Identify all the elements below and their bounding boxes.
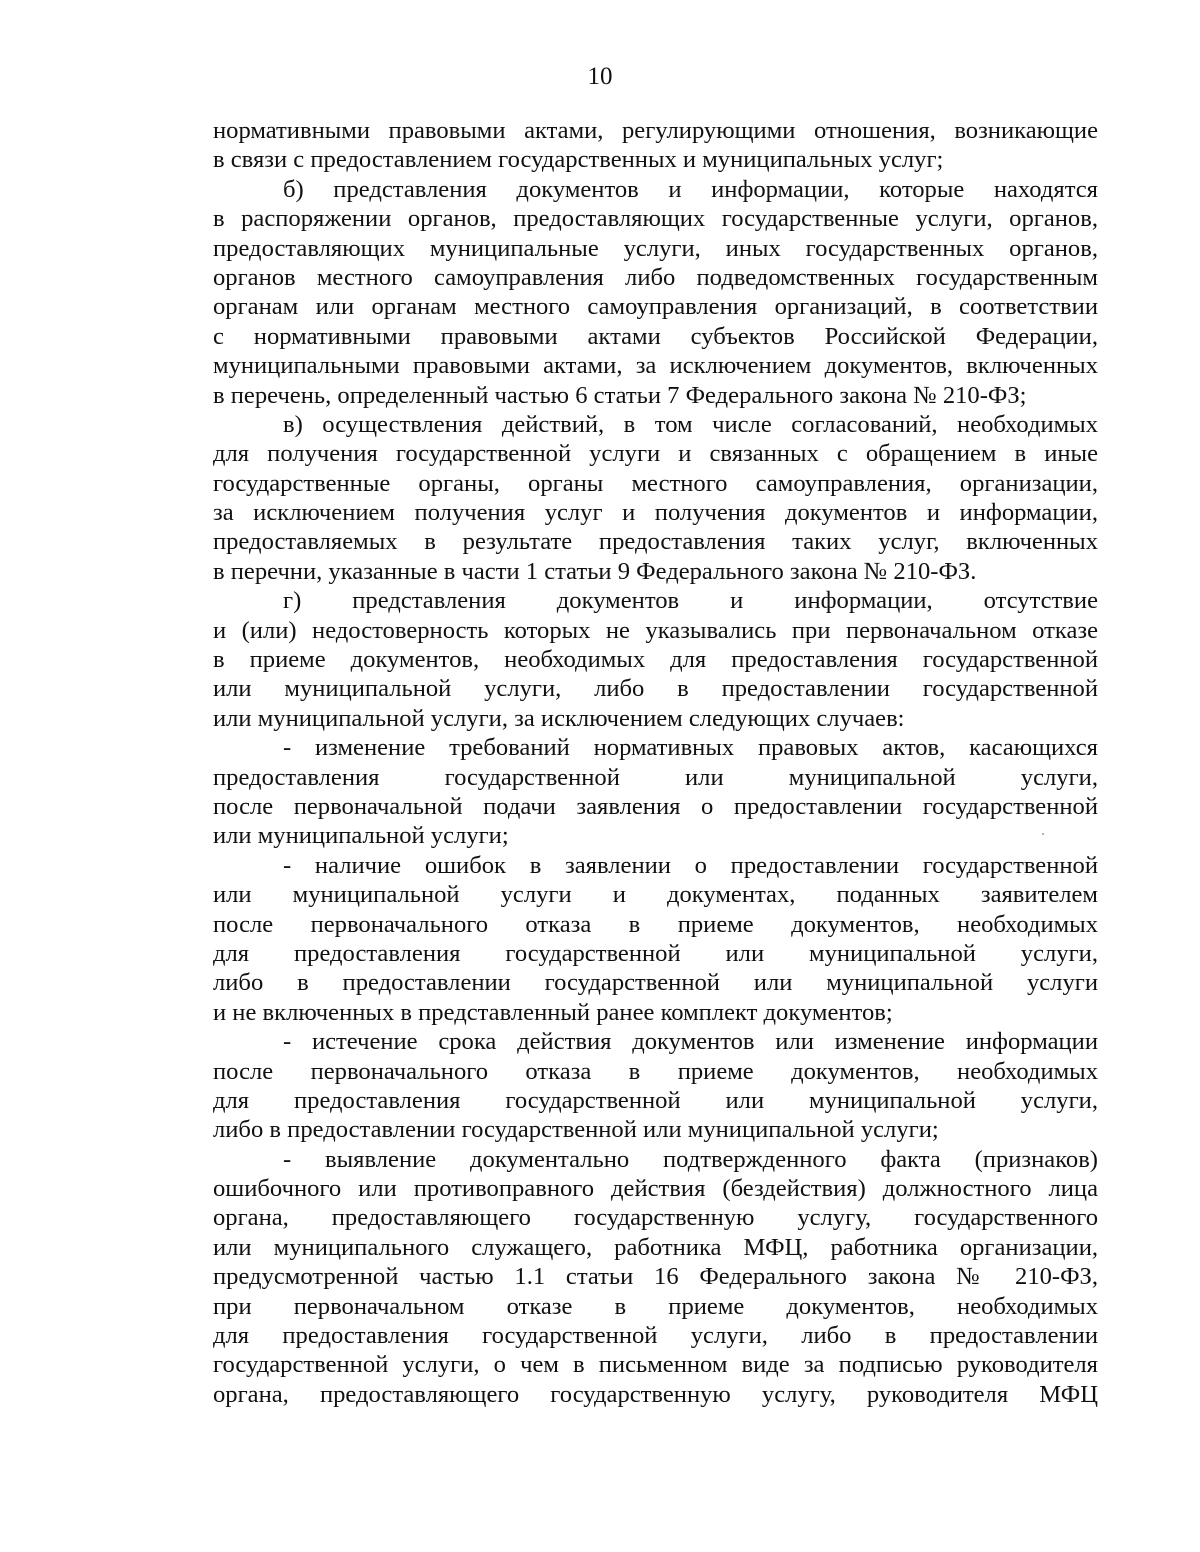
text-line: для предоставления государственной или муниципальной услуги, — [213, 1086, 1098, 1114]
text-line: или муниципальной услуги; — [213, 822, 509, 850]
text-line: в перечни, указанные в части 1 статьи 9 Федерального закона № 210-ФЗ. — [213, 557, 977, 585]
text-line: предоставляемых в результате предоставления таких услуг, включенных — [213, 528, 1098, 556]
text-line: органа, предоставляющего государственную услугу, государственного — [213, 1204, 1098, 1232]
text-line: после первоначальной подачи заявления о предоставлении государственной — [213, 792, 1098, 820]
text-line: после первоначального отказа в приеме документов, необходимых — [213, 910, 1098, 938]
text-line: или муниципального служащего, работника МФЦ, работника организации, — [213, 1233, 1098, 1261]
text-line: органов местного самоуправления либо подведомственных государственным — [213, 263, 1098, 291]
text-line: предусмотренной частью 1.1 статьи 16 Федерального закона № 210-ФЗ, — [213, 1263, 1098, 1291]
text-line: за исключением получения услуг и получения документов и информации, — [213, 499, 1098, 527]
scan-speck — [1042, 833, 1044, 835]
text-line: - наличие ошибок в заявлении о предоставлении государственной — [283, 851, 1098, 879]
text-line: государственные органы, органы местного самоуправления, организации, — [213, 469, 1098, 497]
text-line: ошибочного или противоправного действия (бездействия) должностного лица — [213, 1175, 1098, 1203]
text-line: и не включенных в представленный ранее комплект документов; — [213, 998, 893, 1026]
text-line: муниципальными правовыми актами, за исключением документов, включенных — [213, 352, 1098, 380]
text-line: или муниципальной услуги, либо в предоставлении государственной — [213, 675, 1098, 703]
text-line: или муниципальной услуги и документах, поданных заявителем — [213, 881, 1098, 909]
text-line: в) осуществления действий, в том числе согласований, необходимых — [283, 410, 1098, 438]
text-line: г) представления документов и информации, отсутствие — [283, 587, 1098, 615]
page-number: 10 — [587, 63, 613, 90]
text-line: в распоряжении органов, предоставляющих государственные услуги, органов, — [213, 205, 1098, 233]
document-body — [213, 116, 1098, 1409]
text-line: или муниципальной услуги, за исключением следующих случаев: — [213, 704, 905, 732]
text-line: - истечение срока действия документов или изменение информации — [283, 1028, 1098, 1056]
text-line: б) представления документов и информации, которые находятся — [283, 175, 1098, 203]
text-line: органам или органам местного самоуправления организаций, в соответствии — [213, 293, 1098, 321]
text-line: либо в предоставлении государственной или муниципальной услуги; — [213, 1116, 939, 1144]
text-line: - выявление документально подтвержденного факта (признаков) — [283, 1145, 1098, 1173]
text-line: в приеме документов, необходимых для предоставления государственной — [213, 646, 1098, 674]
text-line: предоставляющих муниципальные услуги, иных государственных органов, — [213, 234, 1098, 262]
text-line: в перечень, определенный частью 6 статьи 7 Федерального закона № 210-ФЗ; — [213, 381, 1027, 409]
text-line: после первоначального отказа в приеме документов, необходимых — [213, 1057, 1098, 1085]
text-line: в связи с предоставлением государственных и муниципальных услуг; — [213, 146, 944, 174]
text-line: для предоставления государственной или муниципальной услуги, — [213, 939, 1098, 967]
text-line: и (или) недостоверность которых не указывались при первоначальном отказе — [213, 616, 1098, 644]
text-line: для получения государственной услуги и связанных с обращением в иные — [213, 440, 1098, 468]
text-line: нормативными правовыми актами, регулирующими отношения, возникающие — [213, 117, 1098, 144]
text-line: либо в предоставлении государственной или муниципальной услуги — [213, 969, 1098, 997]
text-line: для предоставления государственной услуги, либо в предоставлении — [213, 1322, 1098, 1350]
text-line: - изменение требований нормативных правовых актов, касающихся — [283, 734, 1098, 762]
text-line: предоставления государственной или муниципальной услуги, — [213, 763, 1098, 791]
text-line: государственной услуги, о чем в письменном виде за подписью руководителя — [213, 1351, 1098, 1379]
text-line: при первоначальном отказе в приеме документов, необходимых — [213, 1292, 1098, 1320]
text-line: органа, предоставляющего государственную услугу, руководителя МФЦ — [213, 1380, 1098, 1408]
text-line: с нормативными правовыми актами субъектов Российской Федерации, — [213, 322, 1098, 350]
